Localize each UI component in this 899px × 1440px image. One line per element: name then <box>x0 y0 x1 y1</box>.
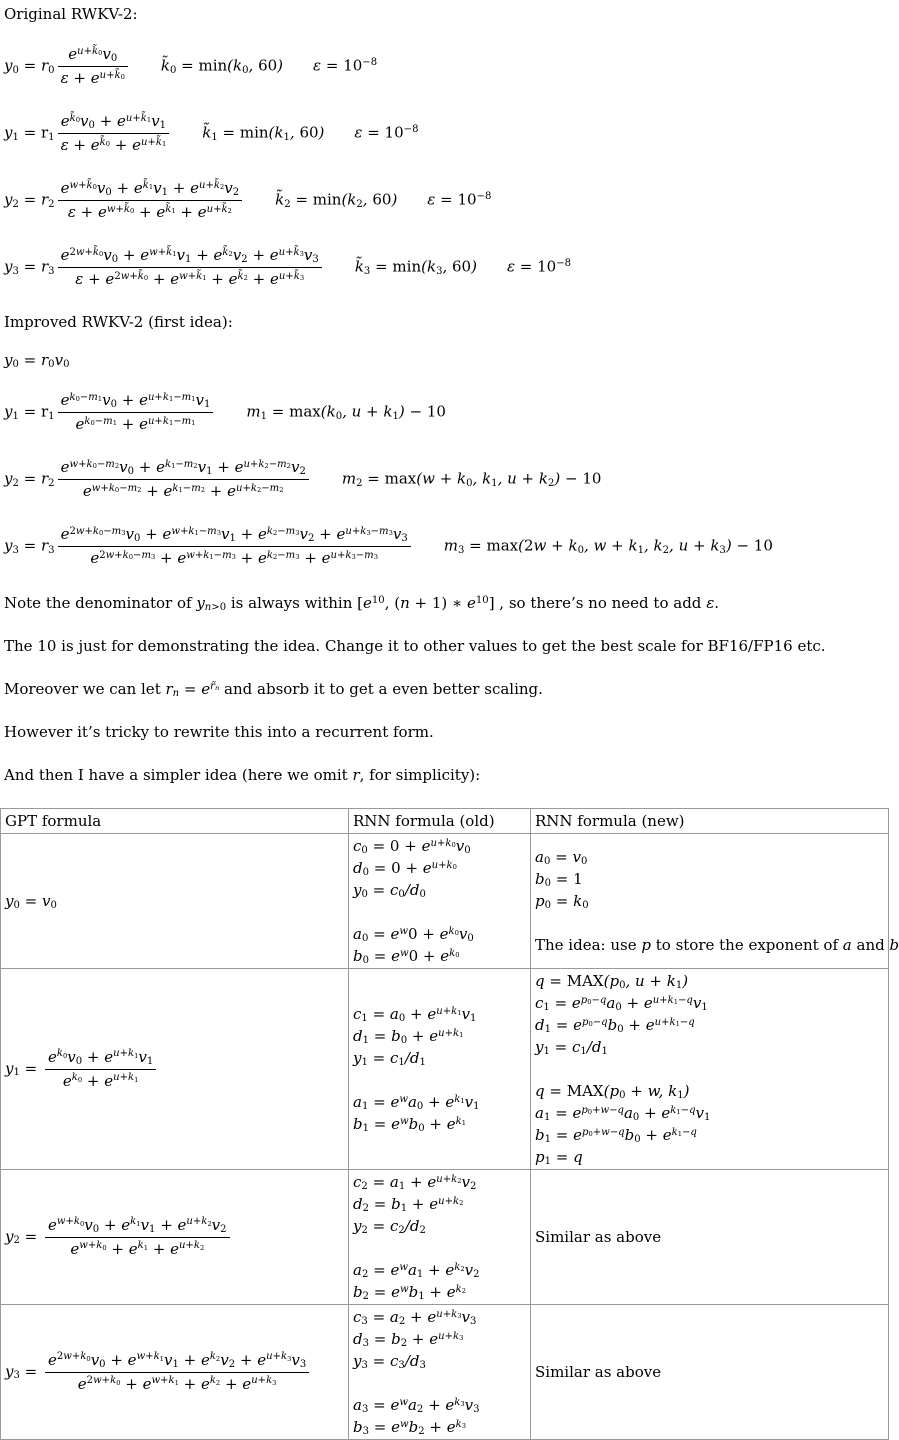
table-header-row <box>1 809 889 834</box>
formula-line: $b_1 = e^{p_0+w-q}b_0 + e^{k_1-q}$ <box>535 1126 697 1146</box>
formula-line: $y_1 = c_1/d_1$ <box>535 1038 608 1058</box>
formula-improved-y0: $y_0 = r_0v_0$ <box>4 351 70 371</box>
formula-line: $b_0 = e^w0 + e^{k_0}$ <box>353 947 460 967</box>
col-header-rnn-formula-old: RNN formula (old) <box>349 809 531 834</box>
note-absorb-r: Moreover we can let $r_n = e^{r̃_n}$ and absorb it to get a even better scaling. <box>4 680 543 700</box>
formula-line: $q = MAX(p_0 + w$, $k_1$) <box>535 1082 690 1102</box>
cell-rnn-old-y3 <box>349 1305 531 1440</box>
table-row-y2 <box>1 1170 889 1305</box>
formula-line: $y_1 = c_1/d_1$ <box>353 1049 426 1069</box>
formula-line: $y_3 = c_3/d_3$ <box>353 1352 426 1372</box>
formula-line: Similar as above <box>535 1228 662 1246</box>
formula-line: $c_2 = a_1 + e^{u+k_2}v_2$ <box>353 1173 477 1193</box>
cell-rnn-new-y0 <box>531 834 899 969</box>
formula-line: $d_1 = e^{p_0-q}b_0 + e^{u+k_1-q}$ <box>535 1016 695 1036</box>
formula-line: $b_3 = e^wb_2 + e^{k_3}$ <box>353 1418 466 1438</box>
formula-original-y3: $y_3 = r_3$ $\frac{e^{2w+k̃_0}v_0 + e^{w+k̃_1}v_1 + e^{k̃_2}v_2 + e^{u+k̃_3}v_3}{\varepsilon + e^{2w+k̃_0} + e^{w+k̃_1} + e^{k̃_2} + e^{u+k̃_3}}$ $k̃_3 = \min(k_3$, 60) $\varepsilon = 10^{-8}$ <box>4 244 888 291</box>
note-denominator-range: Note the denominator of $y_{n>0}$ is always within [$e^{10}$, (n + 1) ∗ $e^{10}$] , so there’s no need to add ε. <box>4 594 720 614</box>
formula-line: $b_1 = e^wb_0 + e^{k_1}$ <box>353 1115 466 1135</box>
cell-rnn-new-y3 <box>531 1305 889 1440</box>
formula-line: $d_3 = b_2 + e^{u+k_3}$ <box>353 1330 464 1350</box>
formula-improved-y1: $y_1 = r_1$ $\frac{e^{k_0-m_1}v_0 + e^{u+k_1-m_1}v_1}{e^{k_0-m_1} + e^{u+k_1-m_1}}$ $m_1 = \max(k_0$, $u + k_1) - 10$ <box>4 389 888 436</box>
note-recurrent-tricky: However it’s tricky to rewrite this into a recurrent form. <box>4 723 434 741</box>
formula-line: Similar as above <box>535 1363 662 1381</box>
note-simpler-idea: And then I have a simpler idea (here we omit r, for simplicity): <box>4 766 481 784</box>
formula-line: $a_2 = e^wa_1 + e^{k_2}v_2$ <box>353 1261 480 1281</box>
blank-line <box>353 1237 526 1259</box>
formula-line: $a_3 = e^wa_2 + e^{k_3}v_3$ <box>353 1396 480 1416</box>
cell-gpt-formula-y3: $y_3$ = $\frac{e^{2w+k_0}v_0 + e^{w+k_1}v_1 + e^{k_2}v_2 + e^{u+k_3}v_3}{e^{2w+k_0} + e^{w+k_1} + e^{k_2} + e^{u+k_3}}$ <box>1 1305 349 1440</box>
formula-original-y2: $y_2 = r_2$ $\frac{e^{w+k̃_0}v_0 + e^{k̃_1}v_1 + e^{u+k̃_2}v_2}{\varepsilon + e^{w+k̃_0} + e^{k̃_1} + e^{u+k̃_2}}$ $k̃_2 = \min(k_2$, 60) $\varepsilon = 10^{-8}$ <box>4 177 888 224</box>
formula-line: $y_2 = c_2/d_2$ <box>353 1217 426 1237</box>
table-row-y1 <box>1 969 889 1170</box>
table-row-y0 <box>1 834 889 969</box>
cell-rnn-old-y2 <box>349 1170 531 1305</box>
formula-line: $c_3 = a_2 + e^{u+k_3}v_3$ <box>353 1308 477 1328</box>
formula-line: $c_1 = e^{p_0-q}a_0 + e^{u+k_1-q}v_1$ <box>535 994 708 1014</box>
blank-line <box>353 1069 526 1091</box>
formula-line: $b_2 = e^wb_1 + e^{k_2}$ <box>353 1283 466 1303</box>
formula-line: $q = MAX(p_0$, $u + k_1$) <box>535 972 689 992</box>
formula-improved-y2: $y_2 = r_2$ $\frac{e^{w+k_0-m_2}v_0 + e^{k_1-m_2}v_1 + e^{u+k_2-m_2}v_2}{e^{w+k_0-m_2} + e^{k_1-m_2} + e^{u+k_2-m_2}}$ $m_2 = \max(w + k_0$, $k_1$, $u + k_2) - 10$ <box>4 456 888 503</box>
col-header-rnn-formula-new: RNN formula (new) <box>531 809 889 834</box>
formula-line: $a_0 = e^w0 + e^{k_0}v_0$ <box>353 925 474 945</box>
cell-rnn-new-y1 <box>531 969 889 1170</box>
formula-line: $c_1 = a_0 + e^{u+k_1}v_1$ <box>353 1005 477 1025</box>
formula-line: $p_0 = k_0$ <box>535 892 589 912</box>
cell-gpt-formula-y2: $y_2$ = $\frac{e^{w+k_0}v_0 + e^{k_1}v_1 + e^{u+k_2}v_2}{e^{w+k_0} + e^{k_1} + e^{u+k_2}}$ <box>1 1170 349 1305</box>
cell-rnn-new-y2 <box>531 1170 889 1305</box>
formula-original-y0: $y_0 = r_0$ $\frac{e^{u+k̃_0}v_0}{\varepsilon + e^{u+k̃_0}}$ $k̃_0 = \min(k_0$, 60) $\varepsilon = 10^{-8}$ <box>4 43 888 90</box>
cell-gpt-formula-y0: $y_0 = v_0$ <box>1 834 349 969</box>
comparison-table-body <box>1 834 899 1440</box>
table-row-y3 <box>1 1305 889 1440</box>
blank-line <box>535 912 884 934</box>
cell-rnn-old-y0 <box>349 834 531 969</box>
heading-improved-rwkv2: Improved RWKV-2 (first idea): <box>4 313 233 331</box>
blank-line <box>353 901 526 923</box>
formula-line: $a_1 = e^wa_0 + e^{k_1}v_1$ <box>353 1093 480 1113</box>
formula-original-y1: $y_1 = r_1$ $\frac{e^{k̃_0}v_0 + e^{u+k̃_1}v_1}{\varepsilon + e^{k̃_0} + e^{u+k̃_1}}$ $k̃_1 = \min(k_1$, 60) $\varepsilon = 10^{-8}$ <box>4 110 888 157</box>
formula-line: $d_1 = b_0 + e^{u+k_1}$ <box>353 1027 464 1047</box>
formula-line: $d_0 = 0 + e^{u+k_0}$ <box>353 859 457 879</box>
col-header-gpt-formula: GPT formula <box>1 809 349 834</box>
formula-improved-y3: $y_3 = r_3$ $\frac{e^{2w+k_0-m_3}v_0 + e^{w+k_1-m_3}v_1 + e^{k_2-m_3}v_2 + e^{u+k_3-m_3}v_3}{e^{2w+k_0-m_3} + e^{w+k_1-m_3} + e^{k_2-m_3} + e^{u+k_3-m_3}}$ $m_3 = \max(2w + k_0$, $w + k_1$, $k_2$, $u + k_3) - 10$ <box>4 523 888 570</box>
comparison-table <box>0 808 899 1440</box>
heading-original-rwkv2: Original RWKV-2: <box>4 5 138 23</box>
blank-line <box>353 1372 526 1394</box>
blank-line <box>535 1058 884 1080</box>
formula-line: $c_0 = 0 + e^{u+k_0}v_0$ <box>353 837 471 857</box>
formula-line: $p_1 = q$ <box>535 1148 583 1168</box>
formula-line: $b_0 = 1$ <box>535 870 583 890</box>
formula-line: The idea: use p to store the exponent of a and b <box>535 936 899 954</box>
formula-line: $y_0 = c_0/d_0$ <box>353 881 426 901</box>
cell-gpt-formula-y1: $y_1$ = $\frac{e^{k_0}v_0 + e^{u+k_1}v_1}{e^{k_0} + e^{u+k_1}}$ <box>1 969 349 1170</box>
formula-line: $a_1 = e^{p_0+w-q}a_0 + e^{k_1-q}v_1$ <box>535 1104 711 1124</box>
formula-line: $a_0 = v_0$ <box>535 848 588 868</box>
formula-line: $d_2 = b_1 + e^{u+k_2}$ <box>353 1195 464 1215</box>
note-scale-demo: The 10 is just for demonstrating the idea. Change it to other values to get the best scale for BF16/FP16 etc. <box>4 637 826 655</box>
cell-rnn-old-y1 <box>349 969 531 1170</box>
